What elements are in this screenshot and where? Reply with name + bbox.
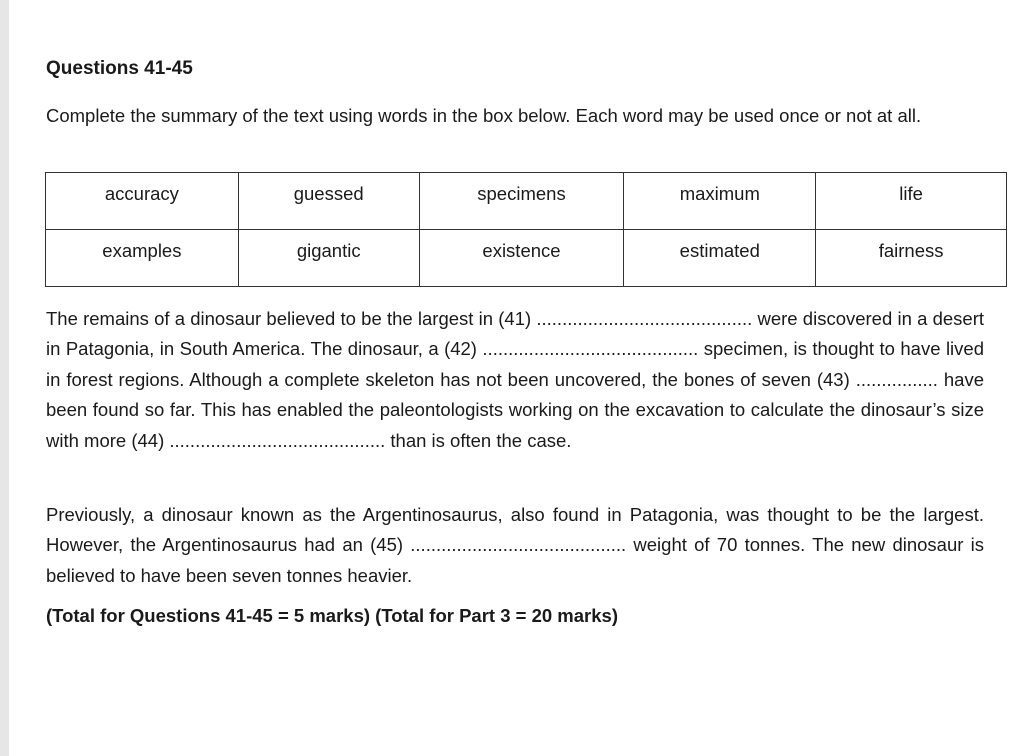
word-box-row xyxy=(46,230,1007,287)
summary-text: than is often the case. xyxy=(390,429,572,451)
marks-total: (Total for Questions 41-45 = 5 marks) (Total for Part 3 = 20 marks) xyxy=(46,605,618,626)
word-box xyxy=(45,172,1007,287)
summary-text: Previously, a dinosaur known as the Argentinosaurus, also found in Patagonia, was thought to be the largest. However, the Argentinosaurus had an (45) xyxy=(46,504,984,556)
word-cell: gigantic xyxy=(238,230,419,287)
word-cell: accuracy xyxy=(46,173,239,230)
word-cell: specimens xyxy=(419,173,624,230)
answer-gap-45[interactable]: .......................................... xyxy=(410,534,627,556)
word-cell: guessed xyxy=(238,173,419,230)
word-cell: existence xyxy=(419,230,624,287)
answer-gap-42[interactable]: .......................................... xyxy=(482,338,699,360)
answer-gap-44[interactable]: .......................................... xyxy=(169,429,386,451)
page-edge xyxy=(0,0,9,756)
word-cell: life xyxy=(816,173,1007,230)
summary-text: weight of 70 tonnes. The new dinosaur is believed to have been seven tonnes heavier. xyxy=(46,534,985,586)
questions-heading: Questions 41-45 xyxy=(46,58,193,79)
instructions-text: Complete the summary of the text using words in the box below. Each word may be used once or not at all. xyxy=(46,105,922,126)
word-box-row xyxy=(46,173,1007,230)
answer-gap-43[interactable]: ................ xyxy=(855,368,938,390)
summary-text: have been found so far. This has enabled the paleontologists working on the excavation to calculate the dinosaur’s size with more (44) xyxy=(46,368,985,451)
summary-text: specimen, is thought to have lived in forest regions. Although a complete skeleton has not been uncovered, the bones of seven (43) xyxy=(46,338,984,390)
word-cell: estimated xyxy=(624,230,816,287)
answer-gap-41[interactable]: .......................................... xyxy=(536,308,753,329)
word-cell: examples xyxy=(46,230,239,287)
word-cell: fairness xyxy=(816,230,1007,287)
word-cell: maximum xyxy=(624,173,816,230)
summary-paragraph-1 xyxy=(46,304,984,456)
summary-text: The remains of a dinosaur believed to be the largest in (41) xyxy=(46,308,532,329)
summary-text: were discovered in a desert in Patagonia, in South America. The dinosaur, a (42) xyxy=(46,308,984,360)
summary-paragraph-2 xyxy=(46,500,984,591)
